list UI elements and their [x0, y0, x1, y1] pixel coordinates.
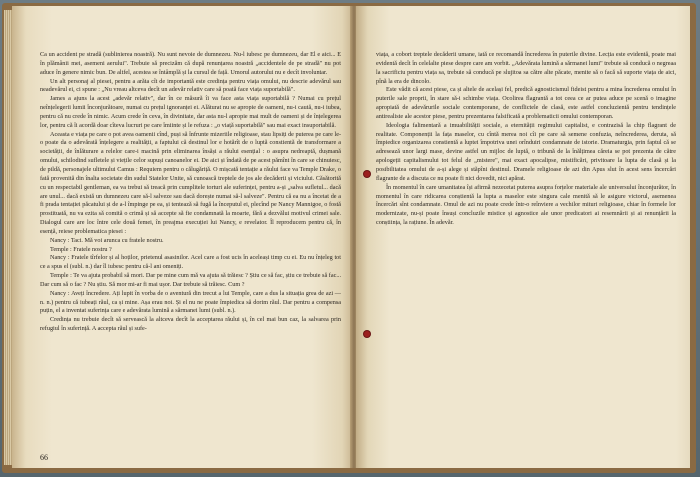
- paragraph: Ca un accident pe stradă (sublinierea noastră). Nu sunt nevoie de dumnezeu. Nu-l iubesc pe dumnezeu, dar El e aici... E în plămânii mei, asemeni aerului". Trebuie să precizăm că după renunțarea noastră „accidentele de pe stradă" nu pot aduce în genere nimic bun. De altfel, acestea se întâmplă și la cursul de față. Umorul autorului nu e decît involuntar.: [40, 51, 341, 76]
- paragraph: Este vădit că acest piese, ca și altele de același fel, predică agnosticismul fideist pentru a mina încrederea omului în puterile sale proprii, în stare să-i schimbe viața. Ocolirea flagrantă a tot ceea ce ar putea aduce pe scenă o imagine apropiată de adevărurile sociale contemporane, de conflictele de clasă, este astfel concluzientă pentru tendințele antirealiste ale acestor piese, pentru prezentarea falsificată a problematicii omului contemporan.: [376, 86, 676, 120]
- paragraph: viața, a cobort treptele decăderii umane, iată ce recomandă încrederea în puterile divine. Lecția este evidentă, poate mai evidentă decît în celelalte piese despre care am vorbit. „Adevărata lumină a sărmanei lumi" trebuie să conducă o negreaa la sacrificiu pentru viața sa, trebuie să conducă pe slujitoa sa către alte păcate, menite să o facă să suporte viața de aici, pînă la era de dincolo.: [376, 51, 676, 85]
- right-page: [356, 6, 690, 468]
- paragraph: Ideologia falimentară a imuabilității sociale, a eternității regimului capitalist, e contrazisă la chip flagrant de realitate. Componenții la fața maselor, cu cîntă merea noi cîi pe care să semene confuzia, neîncrederea, deruta, să împiedice organizarea constientă a luptei împotriva unei orînduiri condamnate de istorie. Dramaturgia, prin faptul că se adresează unor largi mase, devine astfel un mijloc de luptă, o tribună de la înălțimea căreia se pot prezenta de către apologeții capitalismului tot felul de „mistere", mai exact apocalipse, mistificări, privitoare la lupta de clasă și la posibilitatea omului de a-și alege și stăpîni destinul. Dramele religioase de azi din Apus slut în acest sens încercări flagrante de a discuta ce nu poate fi nici dovedit, nici apărat.: [376, 121, 676, 182]
- paragraph: În momentul în care umanitatea își afirmă nezecetat puterea asupra forțelor materiale ale universului înconjurător, în momentul în care ridicarea conștientă la lupta a maselor este singura cale menită să le asigure victorul, asemenea încercări sînt condamnate. Omul de azi nu poate crede într-o reînviere a vechilor mituri religioase, chiar în formele lor modernizate, nu-și poate însuși concluzile mistice și agnostice ale unor predicatori ai resemnării și ai renunțării la conștiința, la rațiune. În adevăr.: [376, 183, 676, 227]
- paragraph: Credința nu trebuie decît să servească la altceva decît la acceptarea răului și, în cel mai bun caz, la salvarea prin refugiul în suferință. A accepta răul și sufe-: [40, 316, 341, 333]
- dialogue-line: Temple : Fratele nostru ?: [50, 245, 112, 253]
- binding-hole-icon: [364, 171, 370, 177]
- paragraph: Un alt personaj al piesei, pentru a arăta cît de importantă este credința pentru viața omului, nu descrie adevărul sau neadevărul ei, ci spune : „Nu vreau altceva decît un adevăr relativ care să poată face viața suportabilă".: [40, 77, 341, 94]
- binding-hole-icon: [364, 331, 370, 337]
- left-page: [12, 6, 354, 468]
- dialogue-line: Nancy : Aveți încredere. Ați lupit în vorba de o aventură din trecut a lui Temple, care a dus la situația grea de azi — n. n.) pentru că iubeați răul, ca și mine. Așa erau noi. Și el nu ne poate împiedica să dorim răul. Dar pentru a compensa puțin, el a inventat suferința care e adevărata lumină a sărmanei lumi (subl. n.).: [40, 289, 341, 315]
- dialogue-line: Nancy : Taci. Mă voi arunca cu fratele nostru.: [50, 236, 164, 244]
- right-page-text: [376, 51, 676, 228]
- paragraph: Aceasta e viața pe care o pot avea oamenii cînd, puși să înfrunte mizeriile religioase, stau lipsiți de puterea pe care le-o poate da o adevărată înțelegere a realității, a faptului că destinul lor e hotărît de o luptă constientă de transformare a societății, de înlăturare a relelor care-i macină prin eliminarea însăși a răului esențial : o asupra nedreaptă, dușmană omului, schilodind sufletele și viețile celor supuși canoanelor ei. De aici și îndată de pe acest pămînt în care se chinuiesc, de pildă, personajele ultimului Camus : Requiem pentru o călugăriță. O mișcată tentație a răului face va Temple Drake, o fată provenită din înalta societate din sudul Statelor Unite, să cunoască treptele de jos ale decăderii și viciului. Căsătorită cu un respectabil gentleman, ea va trebui să treacă prin cumplitele torturi ale suferinței, pentru a-și „salva sufletul... dacă are unul... dacă există un dumnezeu care să-l salveze sau dacă dorește numai să-l salveze". Pentru că ea nu a încetat de a fi prada tentației păcatului și de a-l împinge pe ea, și tentează să fugă la începutul ei, plecînd pe Nancy Mannigoe, o fostă prostituată, nu va ezita să comită o crimă și să accepte să fie condamnată la moarte, fără a dezvălui motivul crimei sale. Dialogul care are loc între cele două femei, în preajma execuției lui Nancy, e revelator. Îl reproducem pentru că, în esență, reiese problematica piesei :: [40, 130, 341, 235]
- dialogue-line: Temple : Te va ajuta probabil să mori. Dar pe mine cum mă va ajuta să trăiesc ? Știu ce să fac, știu ce trebuie să fac... Dar cum să o fac ? Nu știu. Să mor mi-ar fi mai ușor. Dar trebuie să trăiesc. Cum ?: [40, 272, 341, 288]
- page-number: 66: [40, 453, 48, 462]
- paragraph: James a ajuns la acest „adevăr relativ", dar în ce măsură îi va face asta viața suportabilă ? Numai cu prețul neînțelegerii lumii înconjurătoare, numai cu prețul ignoranței ei. Alăturat nu se apropie de oameni, nu-i caută, nu-i iubea, pentru că nu crede în nimic. Acum crede în ceva, în divinitate, dar asta nu-l apropie mai mult de oameni și de înțelegerea lor, pentru că îi acordă doar cîteva lucruri pe care îmiinte și le refuza : „o viață suportabilă" sau mai exact insuportabilă.: [40, 95, 341, 129]
- left-page-text: [40, 51, 341, 334]
- dialogue-line: Nancy : Fratele tîrfelor și al hoților, prietenul asasinilor. Acel care a fost ucis în aceleași timp cu ei. Eu nu înțeleg tot ce a spus el (subl. n.) dar îl iubesc pentru că-l ani omeniți.: [40, 254, 341, 271]
